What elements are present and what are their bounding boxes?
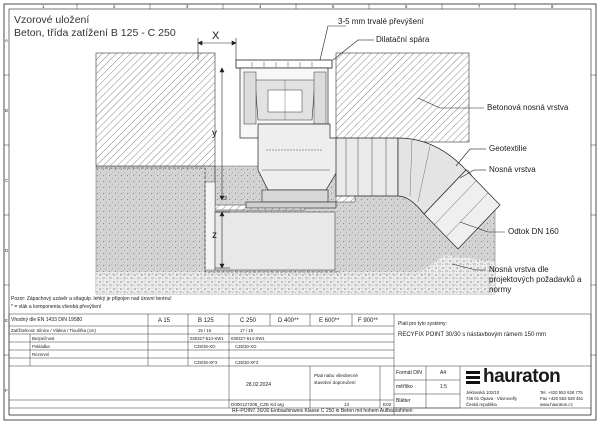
- class-d400: D 400**: [278, 318, 299, 324]
- callout-geotextile: Geotextilie: [489, 144, 527, 153]
- callout-gap: 3-5 mm trvalé převýšení: [338, 17, 424, 26]
- table-row1-label: Zatížitelnost: Silnice / Vlákna / Tloušťka (cm): [11, 328, 96, 333]
- company-phone: Tel. +420 553 628 775: [540, 390, 583, 395]
- callout-subbase-3: normy: [489, 285, 512, 294]
- class-f900: F 900**: [358, 318, 379, 324]
- callout-concrete: Betonová nosná vrstva: [487, 103, 569, 112]
- border-row-c: C: [5, 178, 9, 183]
- class-a15: A 15: [158, 318, 171, 324]
- class-b-value-1: 15 / 16: [198, 328, 212, 333]
- company-address-3: Česká republika: [466, 402, 497, 407]
- table-row4-label: Rezervní: [32, 352, 50, 357]
- border-col-3: 3: [186, 4, 189, 9]
- footer-text: RF-POINT 30/30 Einbauhinweis Klasse C 250 in Beton mit hohem Aufbaurahmen: [232, 408, 413, 414]
- border-col-8: 8: [551, 4, 554, 9]
- format-label: Formát DIN: [396, 370, 422, 376]
- hauraton-logo-mark: [466, 371, 480, 384]
- class-c-value-2: 030327-514-XW1: [231, 336, 265, 341]
- class-b-value-2: 030327-514-XW1: [190, 336, 224, 341]
- callout-outlet: Odtok DN 160: [508, 227, 559, 236]
- border-row-e: E: [5, 318, 8, 323]
- note-warning: Pozor: Zápachový uzávěr a sítagulp. lehký je připojen nad úrovní terénu!: [11, 296, 172, 302]
- company-web: www.hauraton.cz: [540, 402, 573, 407]
- doc-edition: E02: [383, 402, 392, 407]
- callout-subbase-1: Nosná vrstva dle: [489, 265, 549, 274]
- border-row-a: A: [5, 38, 8, 43]
- class-e600: E 600**: [319, 318, 340, 324]
- border-row-f: F: [5, 388, 8, 393]
- company-fax: Fax +420 553 628 451: [540, 396, 584, 401]
- class-c-value-3: C25/30-XO: [235, 344, 257, 349]
- border-col-5: 5: [332, 4, 335, 9]
- info-label: Plati pro tyto systémy:: [398, 321, 447, 327]
- callout-subbase-2: projektových požadavků a: [489, 275, 582, 284]
- format-value: A4: [440, 370, 447, 376]
- table-header-label: Vhodný dle EN 1433 DIN 19580: [11, 317, 83, 323]
- border-col-7: 7: [478, 4, 481, 9]
- callout-joint: Dilatační spára: [376, 35, 430, 44]
- class-b-value-3: C25/30-XO: [194, 344, 216, 349]
- callout-bearing: Nosná vrstva: [489, 165, 536, 174]
- company-address-1: Jeklovská 102/10: [466, 390, 500, 395]
- border-col-4: 4: [259, 4, 262, 9]
- dimension-x-label: X: [212, 30, 220, 42]
- dimension-z-label: z: [212, 230, 217, 241]
- class-c-value-4: C25/30-XF3: [235, 360, 259, 365]
- class-b-value-4: C25/30-XF3: [194, 360, 218, 365]
- doc-number: D000127206_CZE Kd arg: [231, 402, 284, 407]
- border-row-d: D: [5, 248, 9, 253]
- class-c250: C 250: [240, 318, 257, 324]
- doc-note-1: Plati nabu všeobecné: [314, 373, 358, 378]
- dimension-y-label: y: [212, 128, 217, 139]
- company-name: hauraton: [483, 366, 561, 387]
- border-row-b: B: [5, 108, 8, 113]
- doc-note-2: stavební doporučení: [314, 380, 356, 385]
- dimension-3-label: 3: [224, 196, 227, 202]
- class-b125: B 125: [198, 318, 214, 324]
- table-row3-label: Pokládka: [32, 344, 50, 349]
- scale-value: 1:5: [440, 384, 447, 390]
- scale-label: měřítko: [396, 384, 413, 390]
- doc-date: 28.02.2024: [246, 382, 272, 388]
- sheet-label: Blätter: [396, 398, 411, 404]
- border-col-1: 1: [42, 4, 45, 9]
- sheet-title-line2: Beton, třída zatížení B 125 - C 250: [14, 27, 176, 39]
- doc-page: 13: [344, 402, 350, 407]
- class-c-value-1: 17 / 15: [240, 328, 254, 333]
- sheet-title-line1: Vzorové uložení: [14, 14, 90, 26]
- border-col-2: 2: [113, 4, 116, 9]
- table-row2-label: Bezpečnost: [32, 336, 55, 341]
- info-product: RECYFIX POINT 30/30 s nástavbovým rámem 150 mm: [398, 332, 546, 338]
- note-asterisk: * = vlák a komponenta všeobá převýšení: [11, 304, 102, 310]
- border-col-6: 6: [405, 4, 408, 9]
- company-address-2: 746 01 Opava - Vávrovelfy: [466, 396, 517, 401]
